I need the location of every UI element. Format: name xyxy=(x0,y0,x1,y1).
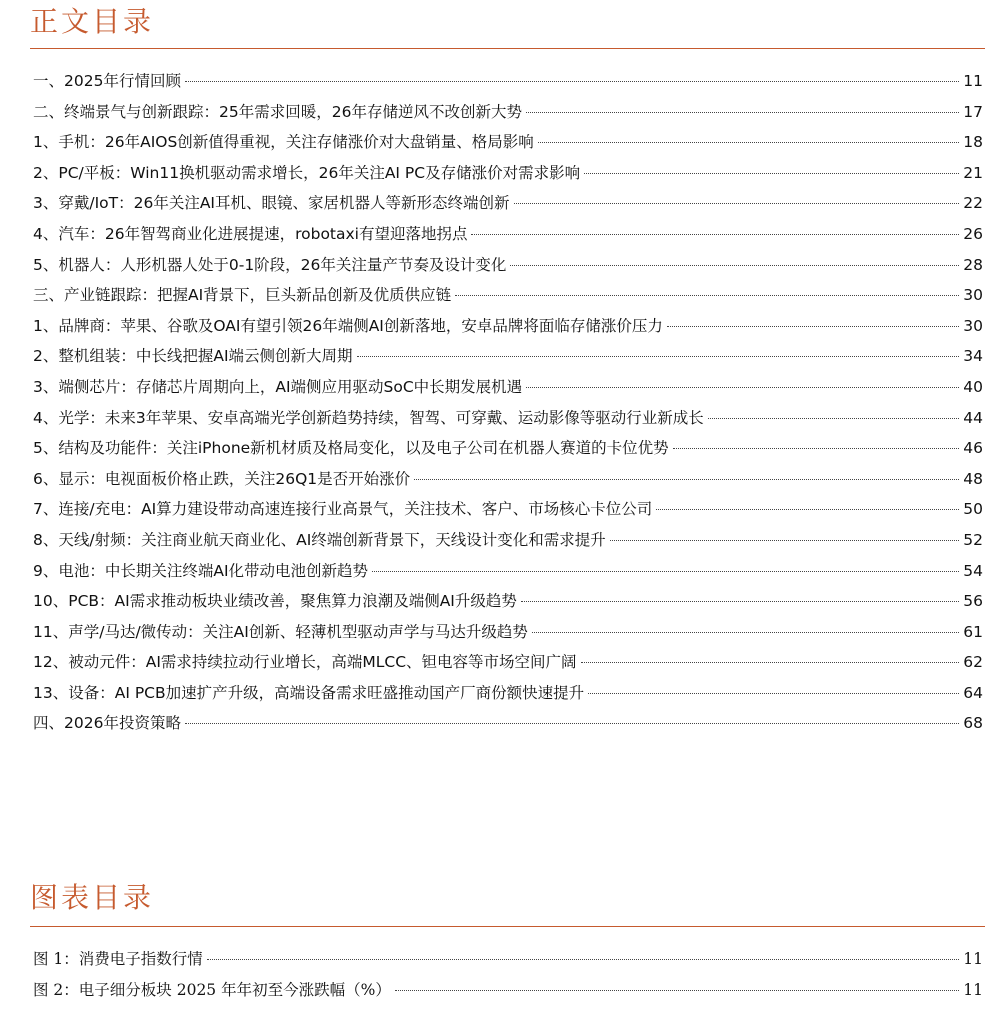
toc-entry[interactable] xyxy=(33,433,983,464)
toc-entry[interactable] xyxy=(33,556,983,587)
figure-list xyxy=(33,944,983,1006)
toc-entry[interactable] xyxy=(33,403,983,434)
toc-entry[interactable] xyxy=(33,158,983,189)
toc-entry-title: 8、天线/射频：关注商业航天商业化、AI终端创新背景下，天线设计变化和需求提升 xyxy=(33,530,606,549)
figure-list-heading-divider xyxy=(30,926,985,927)
toc-entry[interactable] xyxy=(33,311,983,342)
toc-entry[interactable] xyxy=(33,617,983,648)
toc-entry-page-number: 61 xyxy=(963,622,983,641)
dot-leader xyxy=(521,601,959,602)
toc-entry[interactable] xyxy=(33,219,983,250)
figure-entry-title: 图 1：消费电子指数行情 xyxy=(33,950,203,968)
toc-entry[interactable] xyxy=(33,280,983,311)
toc-entry-page-number: 34 xyxy=(963,347,983,366)
toc-entry-title: 13、设备：AI PCB加速扩产升级，高端设备需求旺盛推动国产厂商份额快速提升 xyxy=(33,683,585,702)
toc-entry[interactable] xyxy=(33,127,983,158)
figure-list-heading: 图表目录 xyxy=(30,881,155,914)
dot-leader xyxy=(414,479,959,480)
dot-leader xyxy=(510,265,959,266)
figure-entry-title: 图 2：电子细分板块 2025 年年初至今涨跌幅（%） xyxy=(33,981,391,999)
toc-entry-page-number: 30 xyxy=(963,286,983,305)
toc-entry-page-number: 52 xyxy=(963,530,983,549)
toc-entry-page-number: 11 xyxy=(963,72,983,90)
toc-entry-page-number: 68 xyxy=(963,714,983,733)
toc-entry-title: 11、声学/马达/微传动：关注AI创新、轻薄机型驱动声学与马达升级趋势 xyxy=(33,622,528,641)
toc-entry[interactable] xyxy=(33,708,983,739)
toc-entry-page-number: 40 xyxy=(963,377,983,396)
dot-leader xyxy=(656,509,959,510)
toc-entry-title: 12、被动元件：AI需求持续拉动行业增长，高端MLCC、钽电容等市场空间广阔 xyxy=(33,653,577,672)
toc-heading: 正文目录 xyxy=(30,5,155,38)
dot-leader xyxy=(588,693,959,694)
toc-entry-page-number: 62 xyxy=(963,653,983,672)
dot-leader xyxy=(526,387,959,388)
dot-leader xyxy=(538,142,959,143)
toc-entry-title: 3、端侧芯片：存储芯片周期向上，AI端侧应用驱动SoC中长期发展机遇 xyxy=(33,377,523,396)
toc-entry-title: 9、电池：中长期关注终端AI化带动电池创新趋势 xyxy=(33,561,369,580)
figure-entry-page-number: 11 xyxy=(963,981,983,999)
dot-leader xyxy=(584,173,959,174)
toc-entry-title: 2、PC/平板：Win11换机驱动需求增长，26年关注AI PC及存储涨价对需求影响 xyxy=(33,163,581,182)
dot-leader xyxy=(526,112,959,113)
dot-leader xyxy=(667,326,959,327)
toc-entry-page-number: 46 xyxy=(963,439,983,458)
toc-entry[interactable] xyxy=(33,678,983,709)
toc-entry[interactable] xyxy=(33,525,983,556)
toc-entry-title: 三、产业链跟踪：把握AI背景下，巨头新品创新及优质供应链 xyxy=(33,286,452,305)
figure-entry[interactable] xyxy=(33,975,983,1006)
toc-entry-title: 6、显示：电视面板价格止跌，关注26Q1是否开始涨价 xyxy=(33,469,411,488)
toc-entry[interactable] xyxy=(33,66,983,97)
figure-entry[interactable] xyxy=(33,944,983,975)
toc-entry-title: 一、2025年行情回顾 xyxy=(33,72,181,90)
toc-list xyxy=(33,66,983,739)
toc-entry-title: 10、PCB：AI需求推动板块业绩改善，聚焦算力浪潮及端侧AI升级趋势 xyxy=(33,592,517,611)
figure-entry-page-number: 11 xyxy=(963,950,983,968)
toc-entry-page-number: 17 xyxy=(963,102,983,121)
toc-heading-divider xyxy=(30,48,985,49)
toc-entry[interactable] xyxy=(33,494,983,525)
toc-entry-page-number: 44 xyxy=(963,408,983,427)
toc-entry[interactable] xyxy=(33,647,983,678)
dot-leader xyxy=(532,632,959,633)
toc-entry-title: 7、连接/充电：AI算力建设带动高速连接行业高景气，关注技术、客户、市场核心卡位公司 xyxy=(33,500,653,519)
toc-entry-page-number: 54 xyxy=(963,561,983,580)
toc-entry[interactable] xyxy=(33,188,983,219)
toc-entry-title: 3、穿戴/IoT：26年关注AI耳机、眼镜、家居机器人等新形态终端创新 xyxy=(33,194,510,213)
toc-entry-title: 二、终端景气与创新跟踪：25年需求回暖，26年存储逆风不改创新大势 xyxy=(33,102,522,121)
dot-leader xyxy=(471,234,959,235)
toc-entry-page-number: 21 xyxy=(963,163,983,182)
toc-entry-title: 5、机器人：人形机器人处于0-1阶段，26年关注量产节奏及设计变化 xyxy=(33,255,507,274)
toc-entry[interactable] xyxy=(33,97,983,128)
toc-entry-page-number: 28 xyxy=(963,255,983,274)
toc-entry[interactable] xyxy=(33,372,983,403)
toc-entry-title: 2、整机组装：中长线把握AI端云侧创新大周期 xyxy=(33,347,353,366)
toc-entry-title: 1、品牌商：苹果、谷歌及OAI有望引领26年端侧AI创新落地，安卓品牌将面临存储涨价压力 xyxy=(33,316,663,335)
dot-leader xyxy=(708,418,959,419)
dot-leader xyxy=(610,540,959,541)
toc-entry-page-number: 22 xyxy=(963,194,983,213)
toc-entry[interactable] xyxy=(33,250,983,281)
toc-entry-page-number: 18 xyxy=(963,133,983,152)
dot-leader xyxy=(581,662,959,663)
toc-entry-title: 1、手机：26年AIOS创新值得重视，关注存储涨价对大盘销量、格局影响 xyxy=(33,133,534,152)
toc-entry-title: 四、2026年投资策略 xyxy=(33,714,181,733)
dot-leader xyxy=(207,959,959,960)
toc-entry-title: 4、光学：未来3年苹果、安卓高端光学创新趋势持续，智驾、可穿戴、运动影像等驱动行业新成长 xyxy=(33,408,704,427)
toc-entry-page-number: 30 xyxy=(963,316,983,335)
dot-leader xyxy=(673,448,959,449)
dot-leader xyxy=(514,203,959,204)
dot-leader xyxy=(455,295,959,296)
dot-leader xyxy=(357,356,959,357)
dot-leader xyxy=(395,990,959,991)
toc-entry[interactable] xyxy=(33,464,983,495)
toc-entry-page-number: 50 xyxy=(963,500,983,519)
toc-entry-page-number: 64 xyxy=(963,683,983,702)
dot-leader xyxy=(372,571,959,572)
toc-entry[interactable] xyxy=(33,341,983,372)
toc-entry-title: 5、结构及功能件：关注iPhone新机材质及格局变化，以及电子公司在机器人赛道的卡位优势 xyxy=(33,439,669,458)
toc-entry-title: 4、汽车：26年智驾商业化进展提速，robotaxi有望迎落地拐点 xyxy=(33,224,468,243)
toc-entry-page-number: 26 xyxy=(963,224,983,243)
dot-leader xyxy=(185,723,959,724)
dot-leader xyxy=(185,81,959,82)
toc-entry-page-number: 48 xyxy=(963,469,983,488)
toc-entry[interactable] xyxy=(33,586,983,617)
toc-entry-page-number: 56 xyxy=(963,592,983,611)
